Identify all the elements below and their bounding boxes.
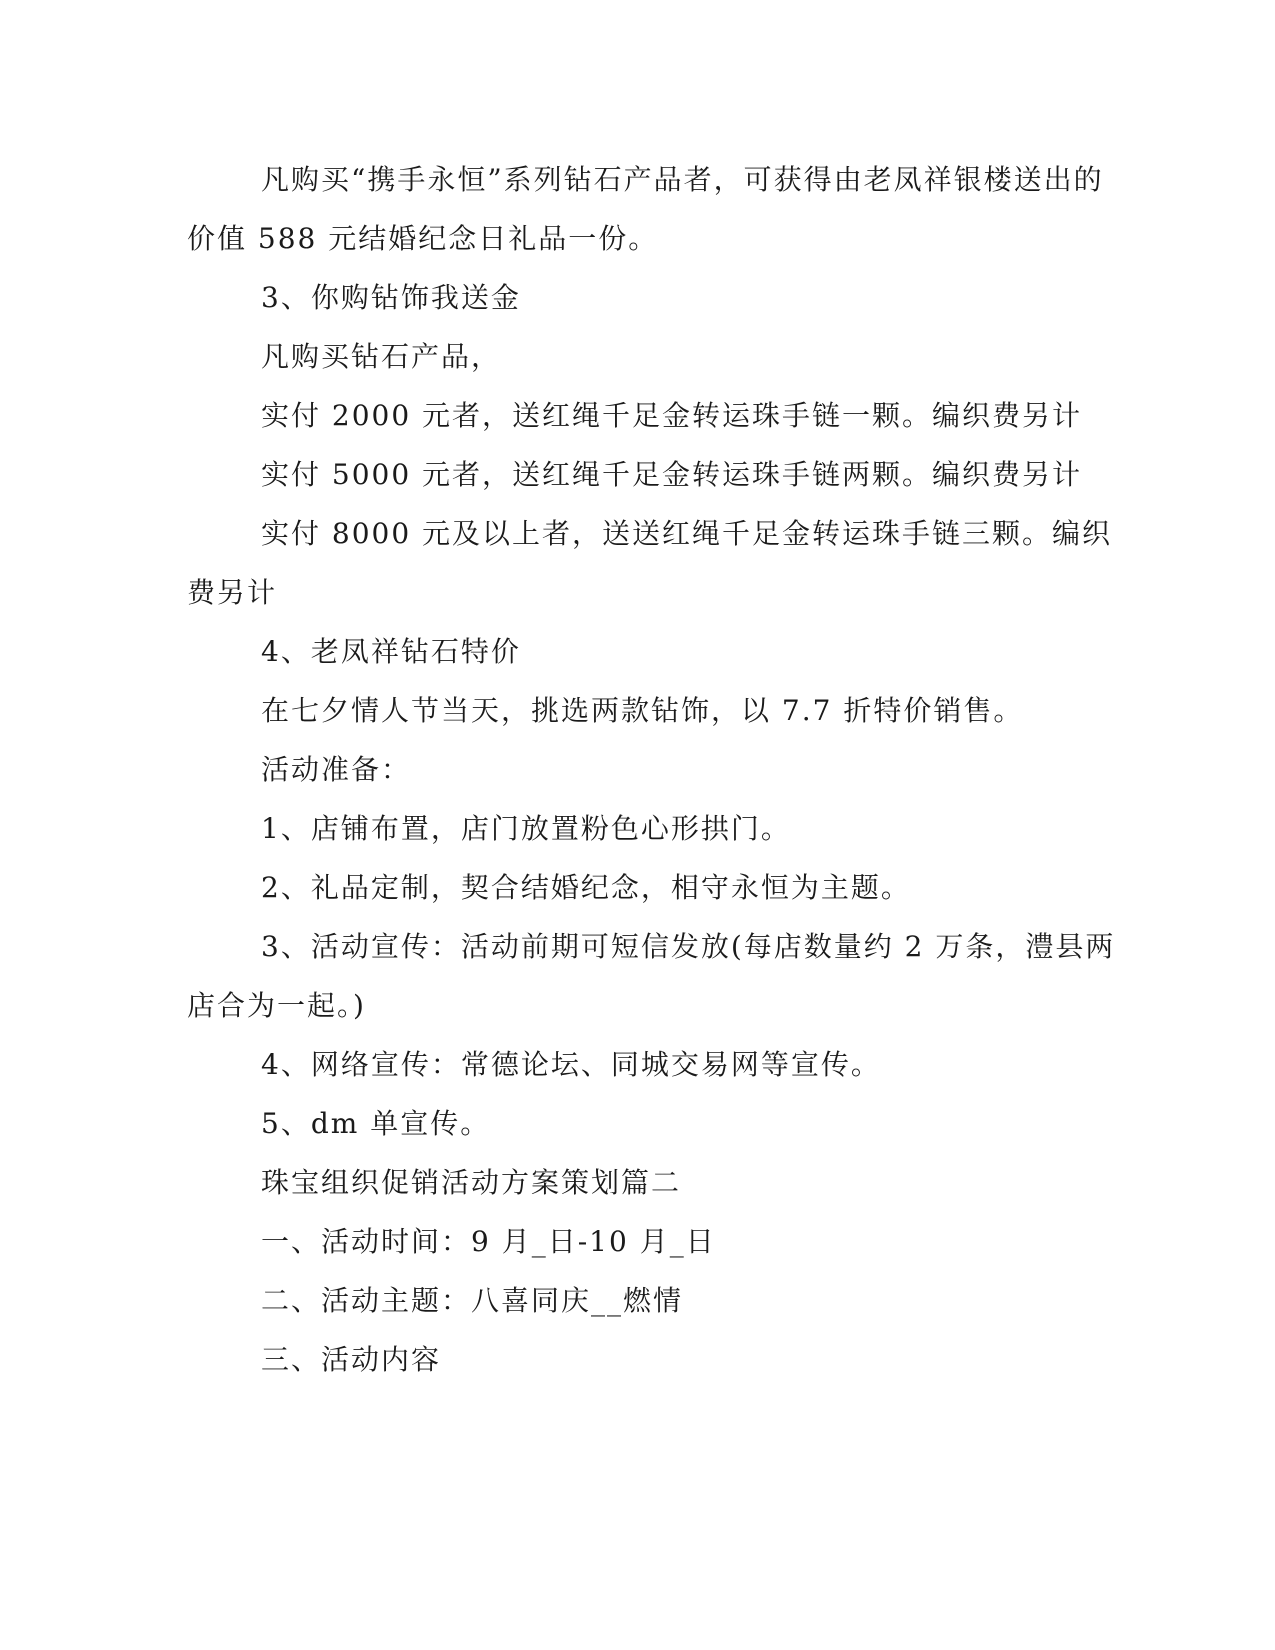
paragraph-line: 在七夕情人节当天，挑选两款钻饰，以 7.7 折特价销售。 — [261, 694, 1024, 727]
section-heading: 4、老凤祥钻石特价 — [261, 635, 521, 668]
section-heading: 三、活动内容 — [261, 1343, 442, 1376]
paragraph-line: 实付 8000 元及以上者，送送红绳千足金转运珠手链三颗。编织 — [261, 517, 1113, 550]
chapter-title: 珠宝组织促销活动方案策划篇二 — [261, 1166, 682, 1199]
list-item: 3、活动宣传：活动前期可短信发放(每店数量约 2 万条，澧县两 — [261, 930, 1116, 963]
section-heading: 活动准备： — [261, 753, 412, 786]
section-heading: 一、活动时间：9 月_日-10 月_日 — [261, 1225, 716, 1258]
paragraph-line: 凡购买“携手永恒”系列钻石产品者，可获得由老凤祥银楼送出的 — [261, 163, 1104, 196]
list-item: 1、店铺布置，店门放置粉色心形拱门。 — [261, 812, 791, 845]
section-heading: 二、活动主题：八喜同庆__燃情 — [261, 1284, 684, 1317]
paragraph-line: 实付 2000 元者，送红绳千足金转运珠手链一颗。编织费另计 — [261, 399, 1083, 432]
list-item: 2、礼品定制，契合结婚纪念，相守永恒为主题。 — [261, 871, 911, 904]
section-heading: 3、你购钻饰我送金 — [261, 281, 521, 314]
paragraph-line: 价值 588 元结婚纪念日礼品一份。 — [187, 222, 659, 255]
paragraph-line: 实付 5000 元者，送红绳千足金转运珠手链两颗。编织费另计 — [261, 458, 1083, 491]
paragraph-line: 凡购买钻石产品， — [261, 340, 502, 373]
list-item: 4、网络宣传：常德论坛、同城交易网等宣传。 — [261, 1048, 881, 1081]
list-item: 5、dm 单宣传。 — [261, 1107, 491, 1140]
list-item-continuation: 店合为一起。) — [187, 989, 366, 1022]
paragraph-line: 费另计 — [187, 576, 278, 609]
